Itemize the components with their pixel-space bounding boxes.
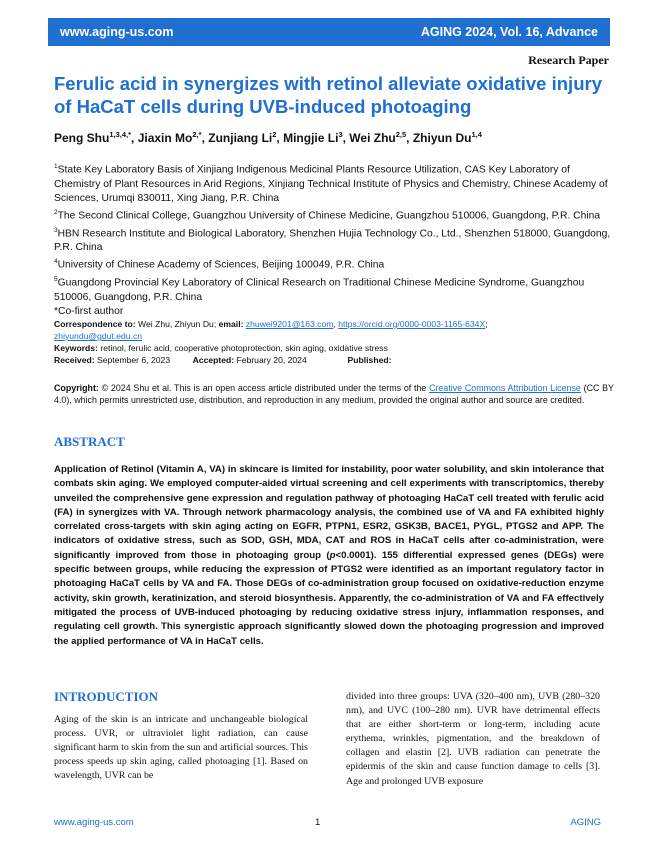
affiliation bbox=[54, 224, 614, 256]
introduction-column-right bbox=[346, 690, 600, 789]
author-affil-sup: 1,3,4,* bbox=[109, 130, 132, 139]
author-affil-sup: 2 bbox=[272, 130, 277, 139]
author-affil-sup: 2,5 bbox=[395, 130, 407, 139]
affiliations bbox=[54, 160, 614, 319]
footer-site-link[interactable]: www.aging-us.com bbox=[54, 817, 134, 828]
affiliation-sup: 2 bbox=[54, 209, 58, 217]
author: Zunjiang Li bbox=[208, 131, 273, 145]
journal-header-bar bbox=[48, 18, 610, 46]
co-first-author-note: *Co-first author bbox=[54, 305, 124, 317]
published-label: Published: bbox=[347, 355, 392, 365]
abstract-text-2: <0.0001). 155 differential expressed genes (DEGs) were specific between groups, while reducing the expression of PTGS2 were identified as an important regulatory factor in photoaging HaCaT cells by VA and FA. Those DEGs of co-administration group focused on oxidative-reduction enzyme activity, skin growth, keratinization, and steroid biosynthesis. Apparently, the co-administration of VA and FA effectively mitigated the process of UVB-induced photoaging by reducing oxidative stress injury, inflammation responses, and regulating cell growth. This synergistic approach significantly slowed down the photoaging progression and improved the applied performance of VA in HaCaT cells. bbox=[54, 549, 604, 647]
separator: ; bbox=[485, 319, 488, 329]
affiliation bbox=[54, 206, 614, 224]
dates-line bbox=[54, 354, 614, 366]
received-label: Received: bbox=[54, 355, 95, 365]
article-metadata bbox=[54, 318, 614, 366]
affiliation-text: University of Chinese Academy of Sciences, Beijing 100049, P.R. China bbox=[57, 259, 385, 271]
copyright-label: Copyright: bbox=[54, 383, 99, 393]
affiliation-text: HBN Research Institute and Biological Laboratory, Shenzhen Hujia Technology Co., Ltd., Shenzhen 518000, Guangdong, P.R. China bbox=[54, 228, 611, 254]
author: Zhiyun Du bbox=[412, 131, 472, 145]
accepted-date: February 20, 2024 bbox=[236, 355, 307, 365]
introduction-paragraph: divided into three groups: UVA (320–400 nm), UVB (280–320 nm), and UVC (100–280 nm). UVR have detrimental effects that are either short-term or long-term, including acute erythema, wrinkles, pigmentation, and the breakdown of collagen and elastin [2]. UVB radiation can penetrate the epidermis of the skin and cause function damage to cells [3]. Age and prolonged UVB exposure bbox=[346, 691, 600, 787]
email-label: email: bbox=[218, 319, 244, 329]
paper-title: Ferulic acid in synergizes with retinol alleviate oxidative injury of HaCaT cells during UVB-induced photoaging bbox=[54, 73, 602, 117]
email-link[interactable]: zhuwei9201@163.com bbox=[245, 319, 334, 329]
page-number: 1 bbox=[315, 817, 321, 828]
affiliation-sup: 5 bbox=[54, 276, 58, 284]
author: Wei Zhu bbox=[349, 131, 396, 145]
abstract-heading: ABSTRACT bbox=[54, 434, 125, 449]
orcid-link[interactable]: https://orcid.org/0000-0003-1165-634X bbox=[338, 319, 486, 329]
keywords-label: Keywords: bbox=[54, 343, 98, 353]
copyright-text bbox=[54, 382, 614, 406]
affiliation-sup: 1 bbox=[54, 163, 58, 170]
affiliation-text: State Key Laboratory Basis of Xinjiang Indigenous Medicinal Plants Resource Utilization, CAS Key Laboratory of Chemistry of Plant Resources in Arid Regions, Xinjiang Technical Institute of Physics and Chemistry, Chinese Academy of Sciences, Urumqi 830011, Xing Jiang, P.R. China bbox=[54, 164, 608, 204]
affiliation-sup: 3 bbox=[54, 226, 58, 234]
affiliation-text: Guangdong Provincial Key Laboratory of Clinical Research on Traditional Chinese Medicine Syndrome, Guangzhou 510006, Guangdong, P.R. China bbox=[54, 277, 585, 303]
introduction-heading: INTRODUCTION bbox=[54, 689, 159, 704]
copyright-text-2: (CC BY 4.0), which permits unrestricted use, distribution, and reproduction in any medium, provided the original author and source are credited. bbox=[54, 383, 614, 406]
author: Peng Shu bbox=[54, 131, 110, 145]
introduction-paragraph: Aging of the skin is an intricate and unchangeable biological process. UVR, or ultraviolet light radiation, can cause significant harm to skin from the sun and artificial sources. This process speeds up skin aging, called photoaging [1]. Based on wavelength, UVR can be bbox=[54, 714, 308, 782]
affiliation bbox=[54, 160, 614, 206]
affiliation bbox=[54, 273, 614, 305]
header-journal-info: AGING 2024, Vol. 16, Advance bbox=[420, 25, 598, 39]
abstract-body bbox=[54, 463, 604, 649]
author: Mingjie Li bbox=[283, 131, 339, 145]
email-link[interactable]: zhiyundu@gdut.edu.cn bbox=[54, 331, 143, 341]
affiliation-text: The Second Clinical College, Guangzhou University of Chinese Medicine, Guangzhou 510006, Guangdong, P.R. China bbox=[57, 210, 601, 222]
separator: , bbox=[333, 319, 336, 329]
correspondence-label: Correspondence to: bbox=[54, 319, 136, 329]
license-link[interactable]: Creative Commons Attribution License bbox=[429, 383, 581, 393]
p-value-symbol: p bbox=[329, 549, 336, 561]
accepted-label: Accepted: bbox=[192, 355, 235, 365]
abstract-text bbox=[54, 463, 604, 649]
footer-journal: AGING bbox=[570, 817, 601, 828]
copyright-notice bbox=[54, 382, 614, 406]
affiliation bbox=[54, 255, 614, 273]
correspondence-names: Wei Zhu, Zhiyun Du; bbox=[138, 319, 217, 329]
author: Jiaxin Mo bbox=[137, 131, 193, 145]
correspondence-line-2 bbox=[54, 330, 614, 342]
author-affil-sup: 3 bbox=[338, 130, 343, 139]
correspondence-line bbox=[54, 318, 614, 330]
abstract-text-1: Application of Retinol (Vitamin A, VA) in skincare is limited for instability, poor water solubility, and skin intolerance that combats skin aging. We employed computer-aided virtual screening and cell experiments with transcriptomics, thereby unveiled the comprehensive gene expression and regulation pathway of photoaging HaCaT cell treated with ferulic acid (FA) in synergizes with VA. Through network pharmacology analysis, the combined use of VA and FA exhibited highly correlated cross-targets with skin aging acting on EGFR, PTPN1, ESR2, GSK3B, BACE1, PYGL, PTGS2 and APP. The indicators of oxidative stress, such as SOD, GSH, MDA, CAT and ROS in HaCaT cells after co-administration, were significantly improved from those in photoaging group ( bbox=[54, 464, 604, 561]
copyright-text-1: © 2024 Shu et al. This is an open access article distributed under the terms of the bbox=[101, 383, 427, 393]
introduction-column-left bbox=[54, 713, 308, 783]
article-type: Research Paper bbox=[528, 53, 609, 67]
keywords-line bbox=[54, 342, 614, 354]
author-list: Peng Shu$^{1,3,4,*}$, Jiaxin $Mo^{2,*}$, Zunjiang Li$^2$, Mingjie Li$^3$, Wei Zhu$^{2,5}$, Zhiyun Du$^{1,4}$ bbox=[54, 130, 482, 145]
author-affil-sup: 2,* bbox=[192, 130, 202, 139]
affiliation-sup: 4 bbox=[54, 258, 58, 266]
header-site-link[interactable]: www.aging-us.com bbox=[60, 25, 174, 39]
received-date: September 6, 2023 bbox=[97, 355, 171, 365]
keywords-text: retinol, ferulic acid, cooperative photoprotection, skin aging, oxidative stress bbox=[100, 343, 388, 353]
author-affil-sup: 1,4 bbox=[471, 130, 482, 139]
